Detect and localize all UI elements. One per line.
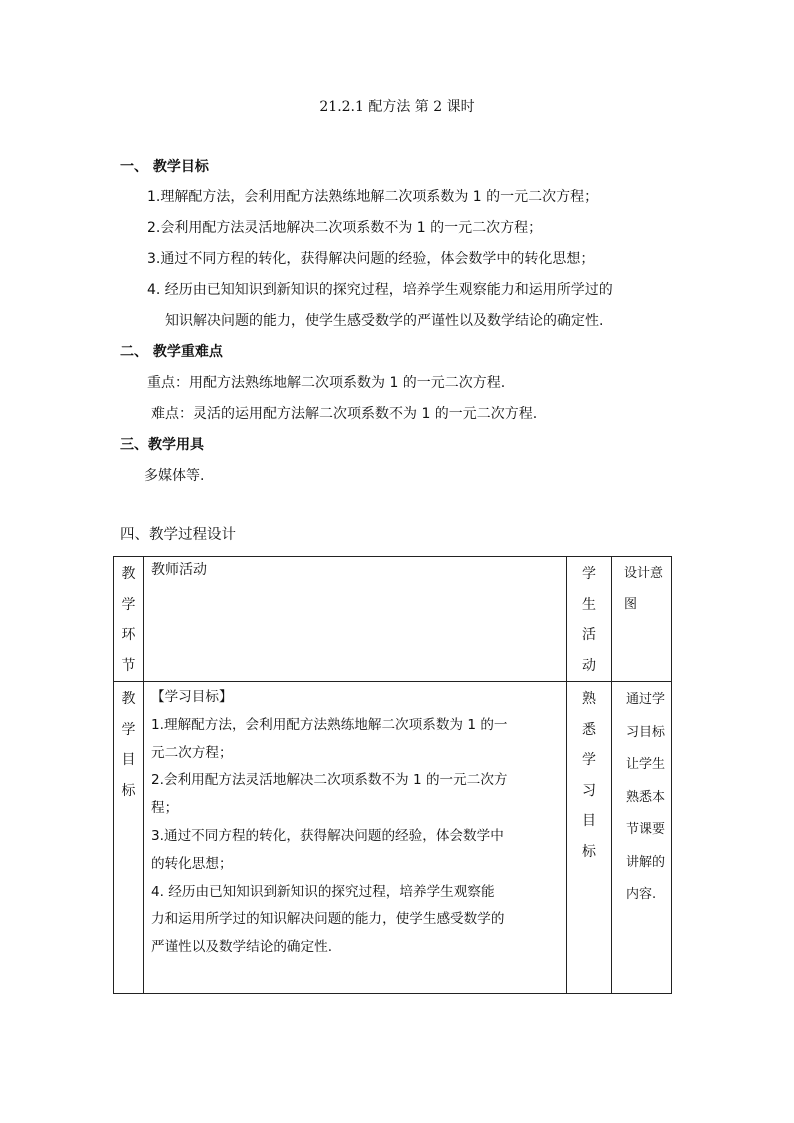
- header-teacher-activity: 教师活动: [144, 557, 567, 682]
- teacher-line: 4. 经历由已知知识到新知识的探究过程，培养学生观察能: [151, 883, 495, 900]
- student-char: 标: [582, 843, 596, 860]
- row-stage-char: 教: [121, 691, 136, 707]
- student-char: 学: [582, 752, 596, 768]
- header-student-char: 动: [582, 657, 596, 674]
- row-stage-char: 学: [121, 721, 136, 738]
- teacher-line: 力和运用所学过的知识解决问题的能力，使学生感受数学的: [151, 911, 505, 928]
- header-stage: [114, 557, 144, 682]
- design-line: 讲解的: [626, 854, 666, 870]
- row-stage: [114, 682, 144, 994]
- section-tools-heading: 三、教学用具: [120, 437, 204, 453]
- design-line: 内容.: [626, 887, 657, 902]
- row-teacher-activity: [144, 682, 567, 994]
- design-line: 习目标: [626, 724, 666, 740]
- goal-item-2: 2.会利用配方法灵活地解决二次项系数不为 1 的一元二次方程；: [147, 220, 543, 236]
- student-char: 悉: [582, 721, 596, 738]
- goal-item-3: 3.通过不同方程的转化，获得解决问题的经验，体会数学中的转化思想；: [147, 251, 595, 267]
- header-stage-char: 教: [121, 566, 136, 582]
- teacher-line: 元二次方程；: [151, 744, 233, 761]
- page-title: 21.2.1 配方法 第 2 课时: [319, 99, 475, 115]
- design-line: 熟悉本: [626, 789, 666, 805]
- teacher-line: 严谨性以及数学结论的确定性.: [151, 939, 333, 956]
- row-design-intent: [612, 682, 672, 994]
- section-key-points-heading: 二、 教学重难点: [120, 344, 223, 360]
- goal-item-1: 1.理解配方法，会利用配方法熟练地解二次项系数为 1 的一元二次方程；: [147, 189, 599, 205]
- design-line: 通过学: [626, 692, 666, 707]
- header-design-line: 图: [624, 596, 638, 612]
- table-header-row: [114, 557, 672, 682]
- header-student-char: 活: [582, 627, 596, 643]
- tools-content: 多媒体等.: [144, 468, 205, 484]
- header-student-char: 生: [582, 596, 596, 613]
- student-char: 目: [582, 813, 596, 829]
- header-stage-char: 节: [121, 657, 136, 674]
- goal-item-4-continued: 知识解决问题的能力，使学生感受数学的严谨性以及数学结论的确定性.: [165, 313, 604, 329]
- row-stage-char: 标: [121, 782, 136, 799]
- header-design-intent: [612, 557, 672, 682]
- goal-item-4: 4. 经历由已知知识到新知识的探究过程，培养学生观察能力和运用所学过的: [147, 282, 613, 298]
- teacher-line: 的转化思想；: [151, 855, 233, 872]
- header-stage-char: 学: [121, 596, 136, 613]
- row-stage-char: 目: [121, 752, 136, 768]
- section-process-heading: 四、教学过程设计: [120, 527, 236, 543]
- row-student-activity: [567, 682, 612, 994]
- teacher-line: 程；: [151, 800, 179, 817]
- difficult-point: 难点：灵活的运用配方法解二次项系数不为 1 的一元二次方程.: [151, 406, 538, 422]
- design-line: 让学生: [626, 757, 666, 772]
- header-stage-char: 环: [121, 627, 136, 643]
- table-row: [114, 682, 672, 994]
- key-point: 重点：用配方法熟练地解二次项系数为 1 的一元二次方程.: [147, 375, 506, 391]
- teacher-line: 【学习目标】: [151, 689, 233, 705]
- teacher-line: 2.会利用配方法灵活地解决二次项系数不为 1 的一元二次方: [151, 772, 508, 789]
- teacher-line: 1.理解配方法，会利用配方法熟练地解二次项系数为 1 的一: [151, 716, 508, 733]
- student-char: 熟: [582, 691, 596, 707]
- design-line: 节课要: [626, 822, 666, 837]
- header-student-activity: [567, 557, 612, 682]
- process-table: [113, 556, 672, 994]
- student-char: 习: [582, 782, 596, 799]
- section-goals-heading: 一、 教学目标: [120, 159, 209, 175]
- header-student-char: 学: [582, 566, 596, 582]
- header-design-line: 设计意: [624, 566, 664, 581]
- teacher-line: 3.通过不同方程的转化，获得解决问题的经验，体会数学中: [151, 827, 504, 844]
